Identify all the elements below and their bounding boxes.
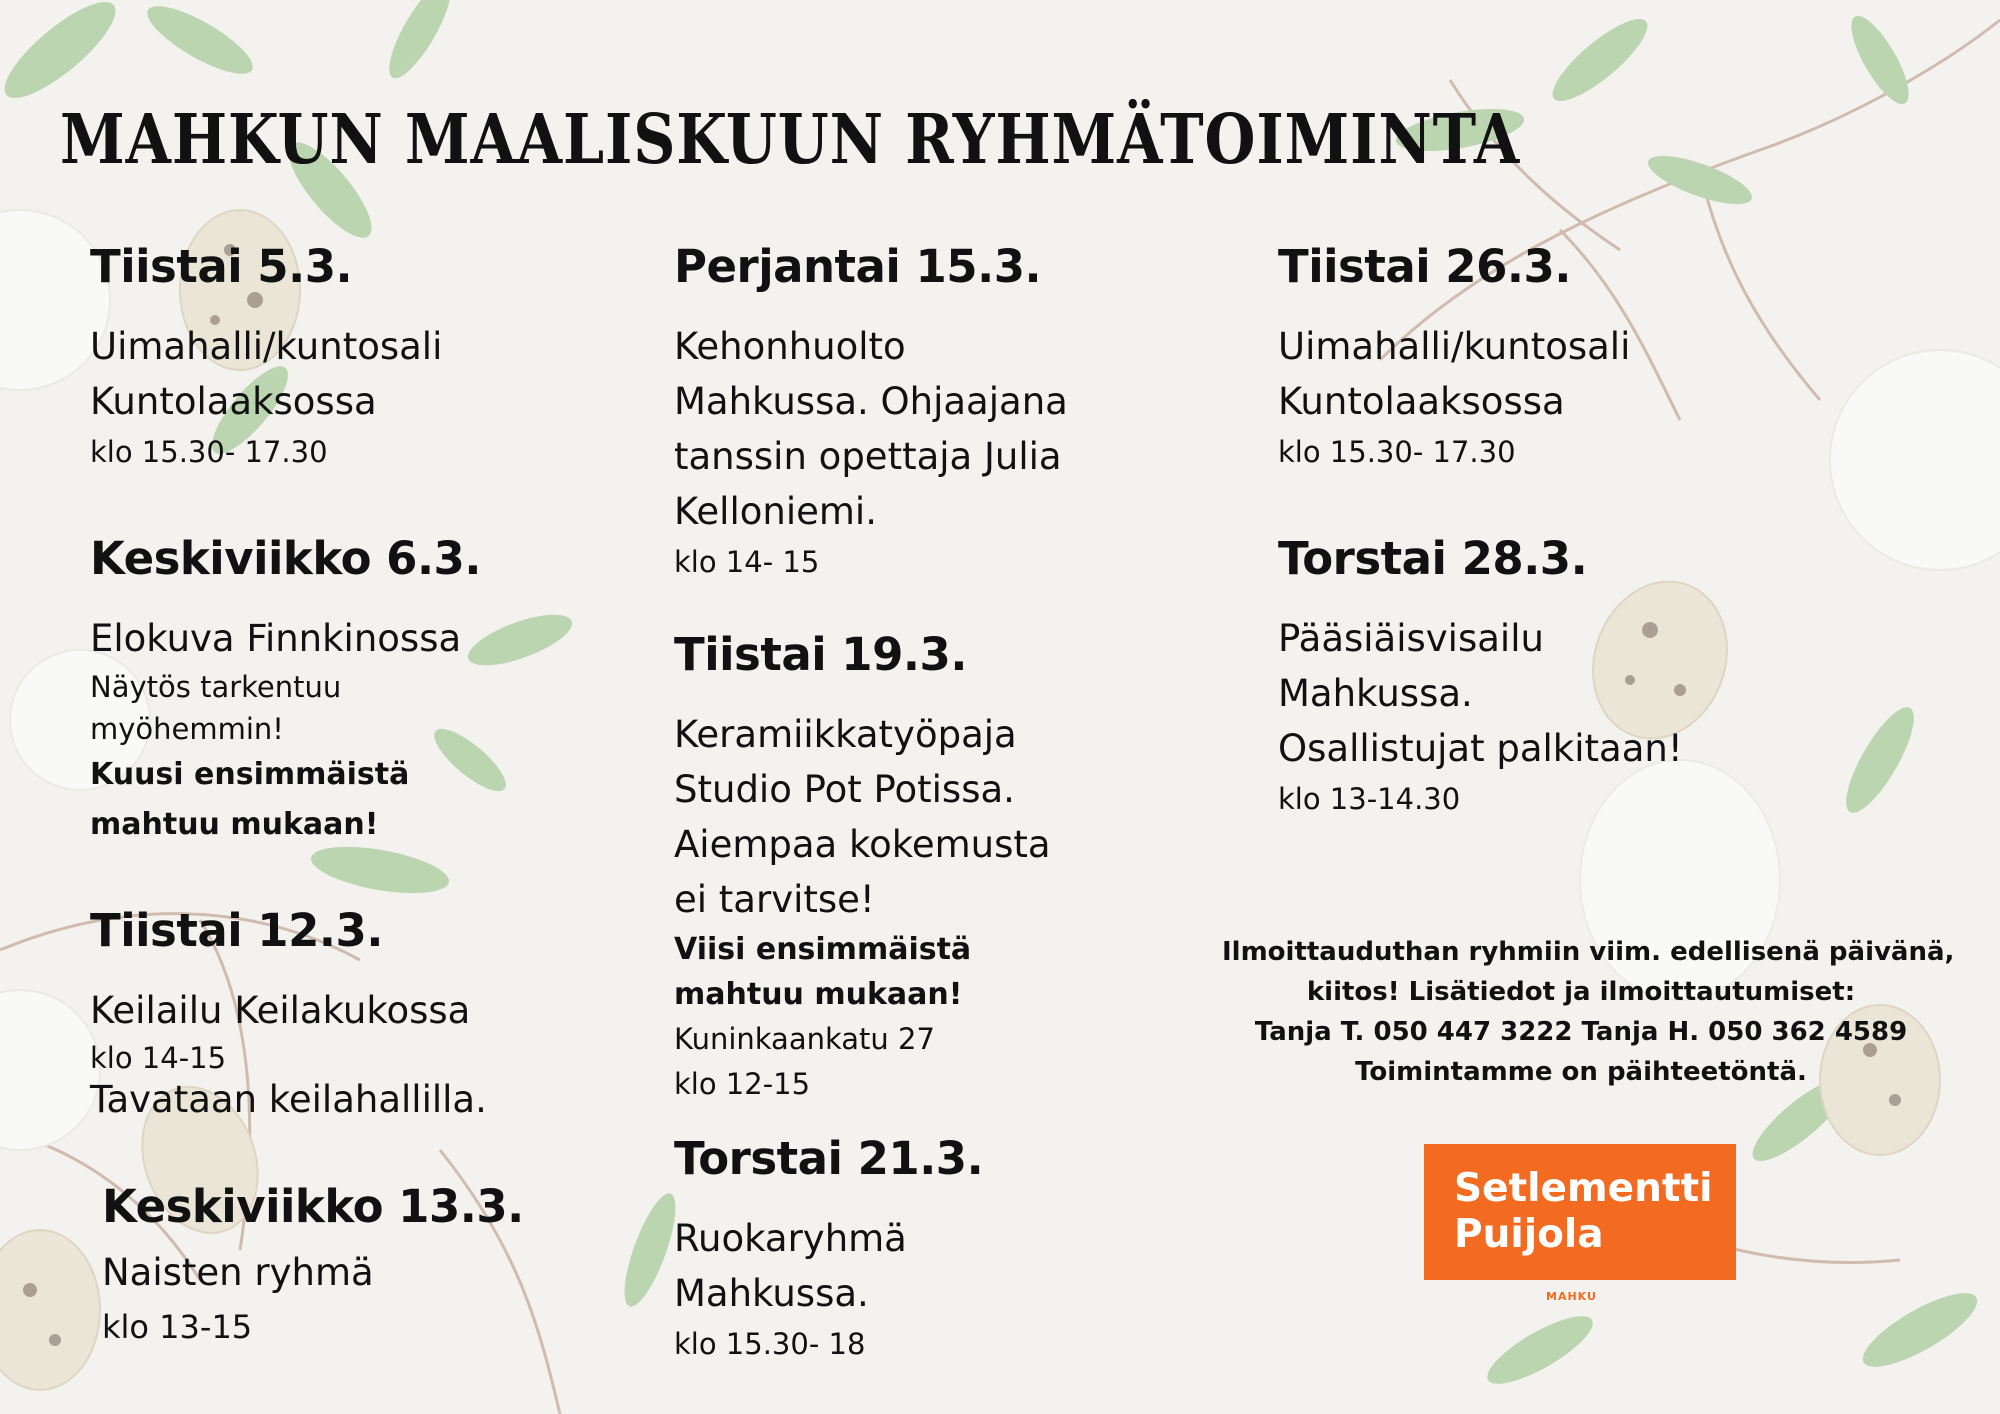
event-heading: Keskiviikko 13.3. — [102, 1180, 524, 1233]
event-time: klo 15.30- 17.30 — [90, 435, 328, 469]
event-time: klo 15.30- 17.30 — [1278, 435, 1516, 469]
registration-info — [1222, 932, 1955, 1092]
event-description: Uimahalli/kuntosali — [90, 325, 443, 368]
event-description: Elokuva Finnkinossa — [90, 617, 462, 660]
event-heading: Perjantai 15.3. — [674, 240, 1042, 293]
event-keskiviikko-6-3 — [90, 532, 481, 850]
event-description: Tavataan keilahallilla. — [90, 1078, 487, 1121]
event-note: Näytös tarkentuu — [90, 670, 342, 704]
event-time: klo 13-14.30 — [1278, 782, 1461, 816]
event-note: myöhemmin! — [90, 712, 284, 746]
event-description: Kuntolaaksossa — [1278, 380, 1565, 423]
event-description: Ruokaryhmä — [674, 1217, 907, 1260]
registration-info-line: Ilmoittauduthan ryhmiin viim. edellisenä päivänä, — [1222, 937, 1955, 967]
event-time: klo 13-15 — [102, 1308, 253, 1346]
event-heading: Keskiviikko 6.3. — [90, 532, 481, 585]
event-description: Keilailu Keilakukossa — [90, 989, 471, 1032]
event-address: Kuninkaankatu 27 — [674, 1022, 935, 1056]
event-description: Mahkussa. — [1278, 672, 1473, 715]
event-description: Mahkussa. — [674, 1272, 869, 1315]
contact-phone-numbers: Tanja T. 050 447 3222 Tanja H. 050 362 4589 — [1254, 1017, 1908, 1047]
event-description: tanssin opettaja Julia — [674, 435, 1062, 478]
substance-free-note: Toimintamme on päihteetöntä. — [1355, 1057, 1807, 1087]
event-capacity-note: Viisi ensimmäistä — [674, 932, 972, 967]
event-description: Mahkussa. Ohjaajana — [674, 380, 1068, 423]
event-description: Pääsiäisvisailu — [1278, 617, 1544, 660]
event-torstai-28-3 — [1278, 532, 1683, 822]
logo-subtitle: MAHKU — [1546, 1290, 1597, 1303]
event-heading: Tiistai 12.3. — [90, 904, 383, 957]
event-description: Kehonhuolto — [674, 325, 906, 368]
event-description: Keramiikkatyöpaja — [674, 713, 1017, 756]
event-tiistai-19-3 — [674, 628, 1051, 1107]
event-description: Naisten ryhmä — [102, 1251, 374, 1294]
event-description: Uimahalli/kuntosali — [1278, 325, 1631, 368]
event-description: Osallistujat palkitaan! — [1278, 727, 1683, 770]
event-capacity-note: Kuusi ensimmäistä — [90, 757, 410, 792]
event-heading: Torstai 21.3. — [674, 1132, 984, 1185]
event-heading: Tiistai 5.3. — [90, 240, 353, 293]
event-time: klo 14- 15 — [674, 545, 820, 579]
event-description: Kelloniemi. — [674, 490, 877, 533]
registration-info-line: kiitos! Lisätiedot ja ilmoittautumiset: — [1306, 977, 1856, 1007]
event-time: klo 15.30- 18 — [674, 1327, 866, 1361]
event-description: ei tarvitse! — [674, 878, 875, 921]
event-tiistai-26-3 — [1278, 240, 1630, 475]
logo-text: Puijola — [1454, 1212, 1604, 1257]
event-perjantai-15-3 — [674, 240, 1068, 585]
event-description: Aiempaa kokemusta — [674, 823, 1051, 866]
page-title: MAHKUN MAALISKUUN RYHMÄTOIMINTA — [60, 100, 1521, 180]
event-time: klo 12-15 — [674, 1067, 811, 1101]
event-keskiviikko-13-3 — [102, 1180, 524, 1355]
event-capacity-note: mahtuu mukaan! — [674, 977, 963, 1012]
setlementti-puijola-logo — [1424, 1144, 1736, 1280]
event-tiistai-12-3 — [90, 904, 487, 1122]
event-description: Kuntolaaksossa — [90, 380, 377, 423]
event-description: Studio Pot Potissa. — [674, 768, 1015, 811]
event-time: klo 14-15 — [90, 1041, 227, 1075]
event-heading: Tiistai 26.3. — [1278, 240, 1571, 293]
logo-text: Setlementti — [1454, 1166, 1713, 1211]
event-torstai-21-3 — [674, 1132, 983, 1367]
event-heading: Tiistai 19.3. — [674, 628, 967, 681]
event-capacity-note: mahtuu mukaan! — [90, 807, 379, 842]
event-tiistai-5-3 — [90, 240, 442, 475]
event-heading: Torstai 28.3. — [1278, 532, 1588, 585]
